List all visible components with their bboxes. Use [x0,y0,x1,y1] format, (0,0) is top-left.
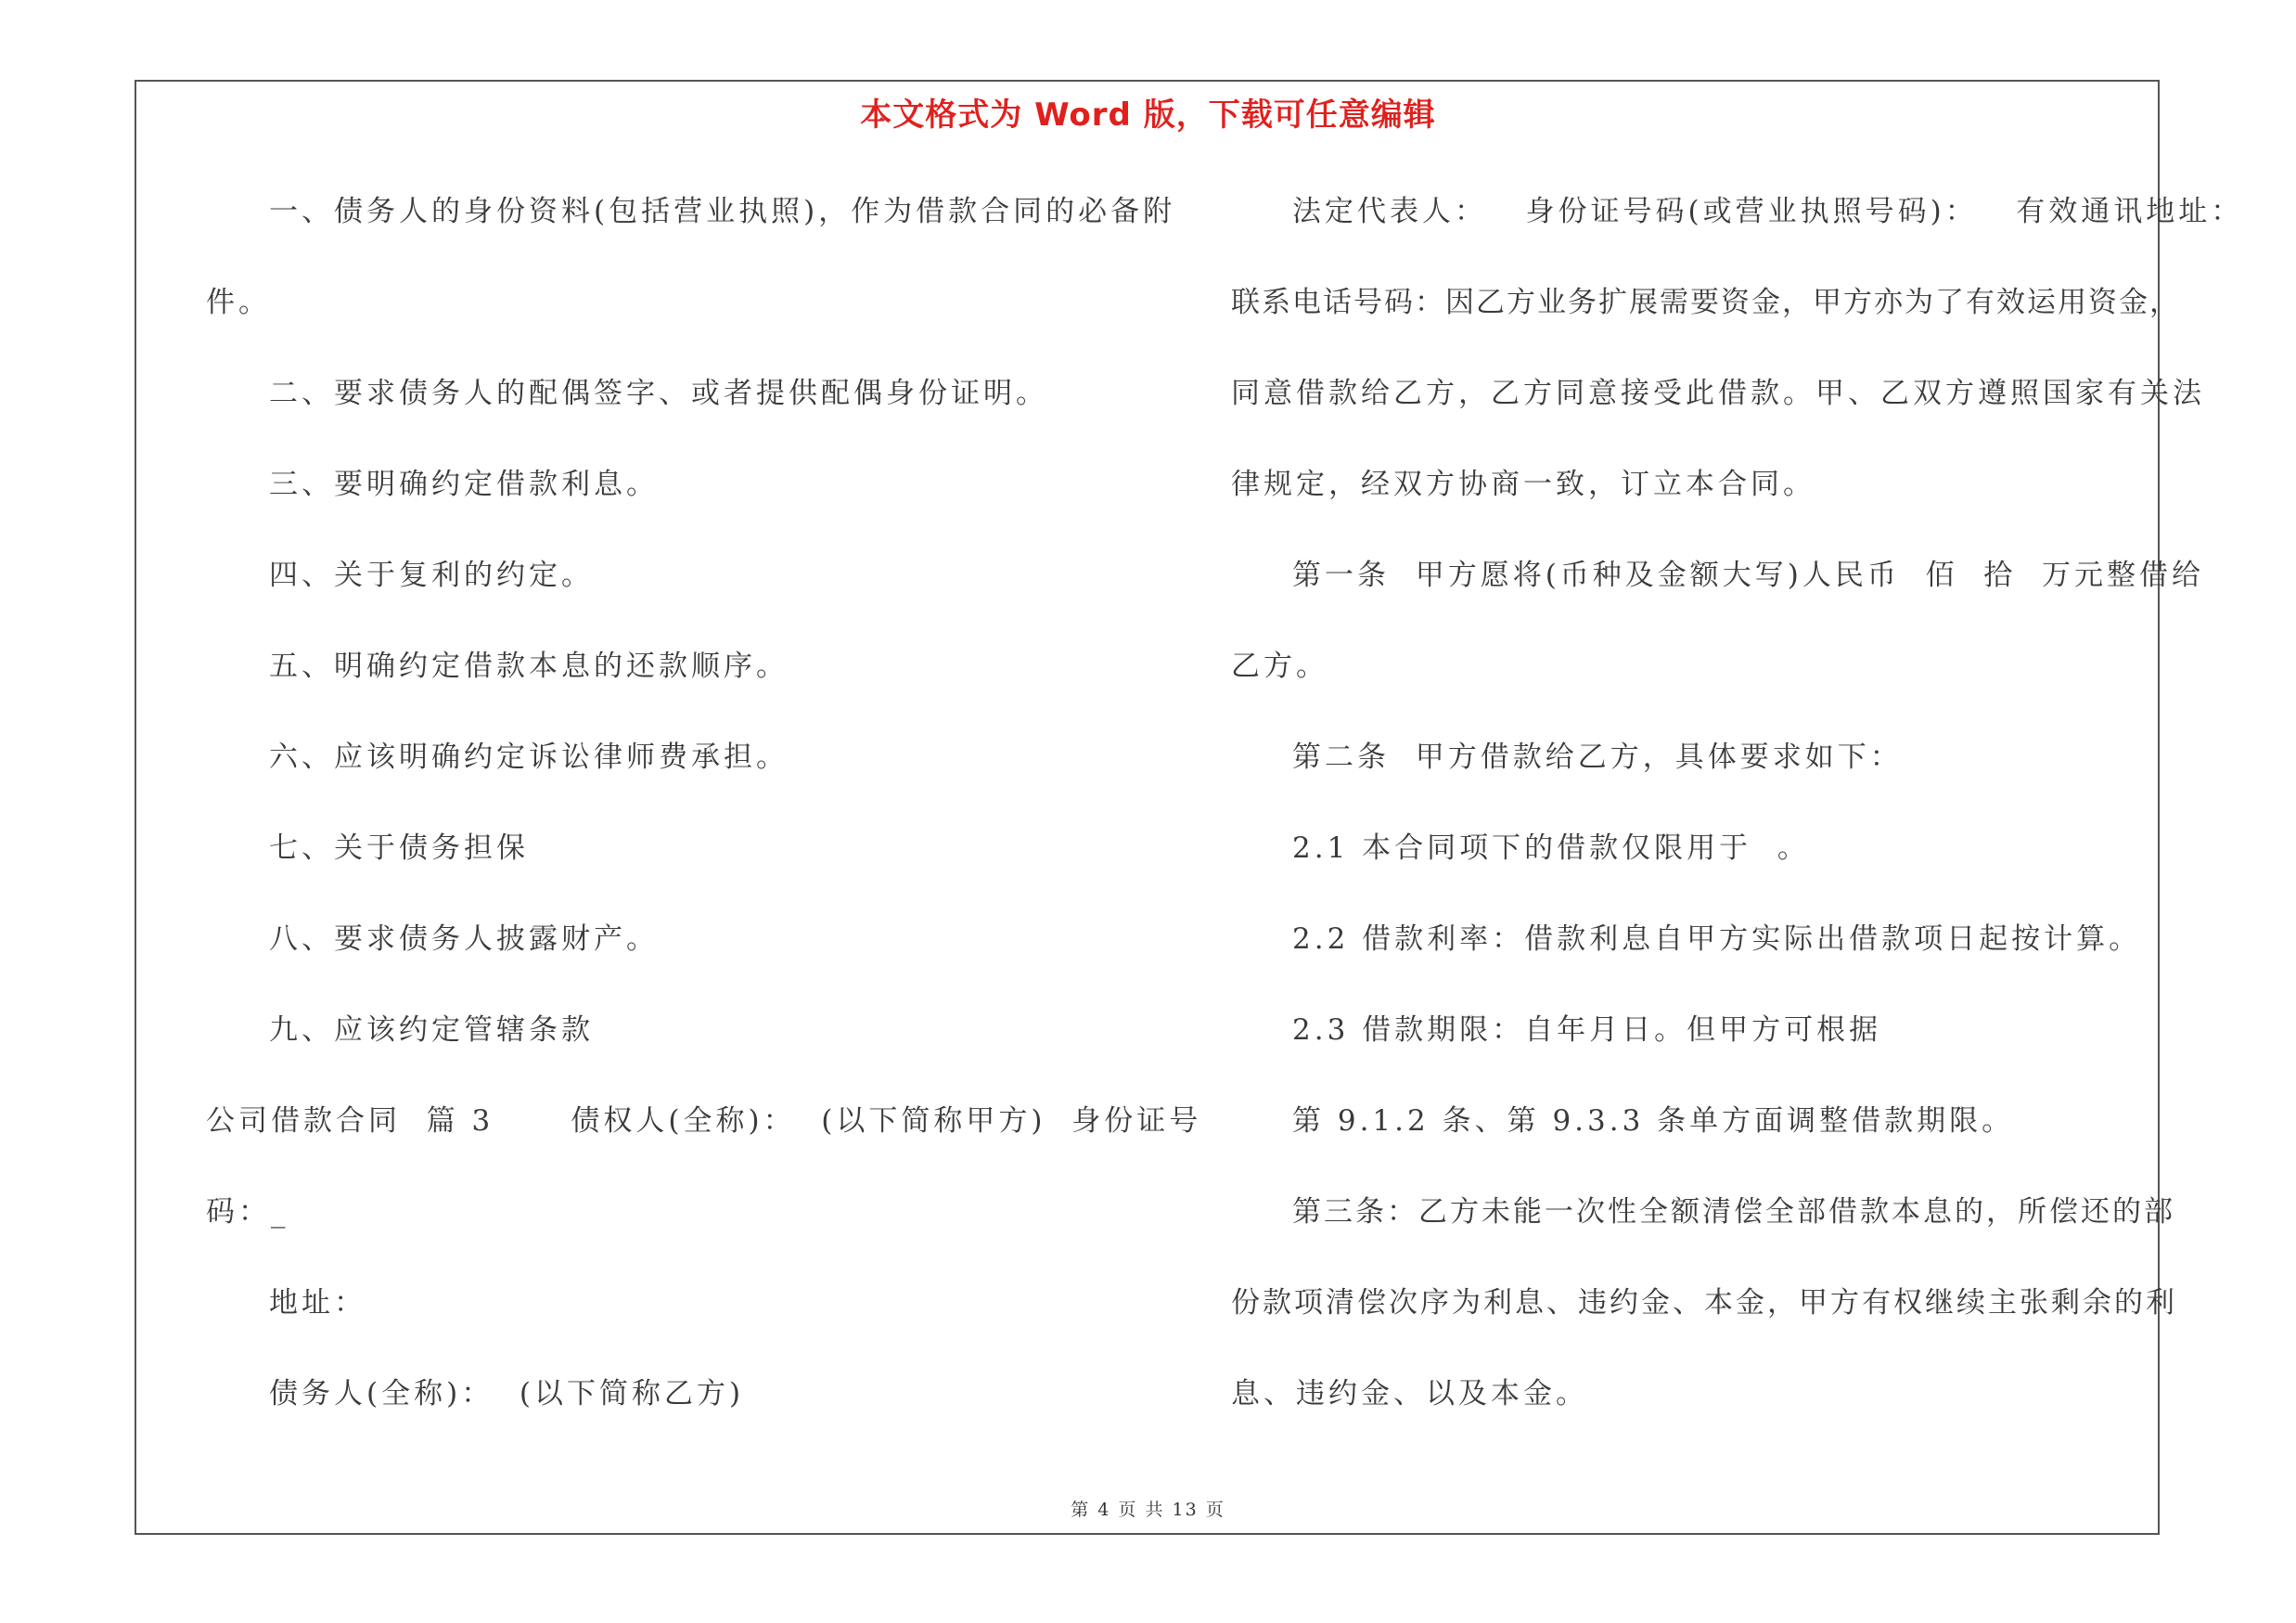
paragraph-line: 乙方。 [1231,650,1328,683]
paragraph-line: 地址： [269,1286,366,1320]
paragraph-line: 码：_ [206,1195,289,1229]
paragraph-line: 第一条 甲方愿将(币种及金额大写)人民币 佰 拾 万元整借给 [1292,559,2205,592]
paragraph-line: 九、应该约定管辖条款 [269,1013,594,1047]
paragraph-line: 律规定，经双方协商一致，订立本合同。 [1231,468,1815,501]
paragraph-line: 件。 [206,286,271,319]
paragraph-line: 第 9.1.2 条、第 9.3.3 条单方面调整借款期限。 [1292,1104,2015,1138]
paragraph-line: 公司借款合同 篇 3 债权人(全称)： (以下简称甲方) 身份证号 [206,1104,1202,1138]
paragraph-line: 二、要求债务人的配偶签字、或者提供配偶身份证明。 [269,377,1048,410]
paragraph-line: 八、要求债务人披露财产。 [269,922,659,956]
paragraph-line: 债务人(全称)： (以下简称乙方) [269,1377,745,1410]
paragraph-line: 2.1 本合同项下的借款仅限用于 。 [1292,831,1810,865]
paragraph-line: 息、违约金、以及本金。 [1231,1377,1588,1410]
paragraph-line: 六、应该明确约定诉讼律师费承担。 [269,741,789,774]
paragraph-line: 2.2 借款利率：借款利息自甲方实际出借款项日起按计算。 [1292,922,2142,956]
paragraph-line: 三、要明确约定借款利息。 [269,468,659,501]
paragraph-line: 同意借款给乙方，乙方同意接受此借款。甲、乙双方遵照国家有关法 [1231,377,2205,410]
paragraph-line: 一、债务人的身份资料(包括营业执照)，作为借款合同的必备附 [269,195,1176,228]
format-banner: 本文格式为 Word 版，下载可任意编辑 [860,97,1436,134]
paragraph-line: 法定代表人： 身份证号码(或营业执照号码)： 有效通讯地址： [1292,195,2244,228]
paragraph-line: 份款项清偿次序为利息、违约金、本金，甲方有权继续主张剩余的利 [1231,1286,2177,1320]
paragraph-line: 联系电话号码：因乙方业务扩展需要资金，甲方亦为了有效运用资金， [1231,286,2180,319]
paragraph-line: 2.3 借款期限：自年月日。但甲方可根据 [1292,1013,1882,1047]
paragraph-line: 第三条：乙方未能一次性全额清偿全部借款本息的，所偿还的部 [1292,1195,2175,1229]
paragraph-line: 四、关于复利的约定。 [269,559,594,592]
page-number: 第 4 页 共 13 页 [1071,1500,1225,1520]
paragraph-line: 第二条 甲方借款给乙方，具体要求如下： [1292,741,1903,774]
paragraph-line: 七、关于债务担保 [269,831,529,865]
paragraph-line: 五、明确约定借款本息的还款顺序。 [269,650,789,683]
